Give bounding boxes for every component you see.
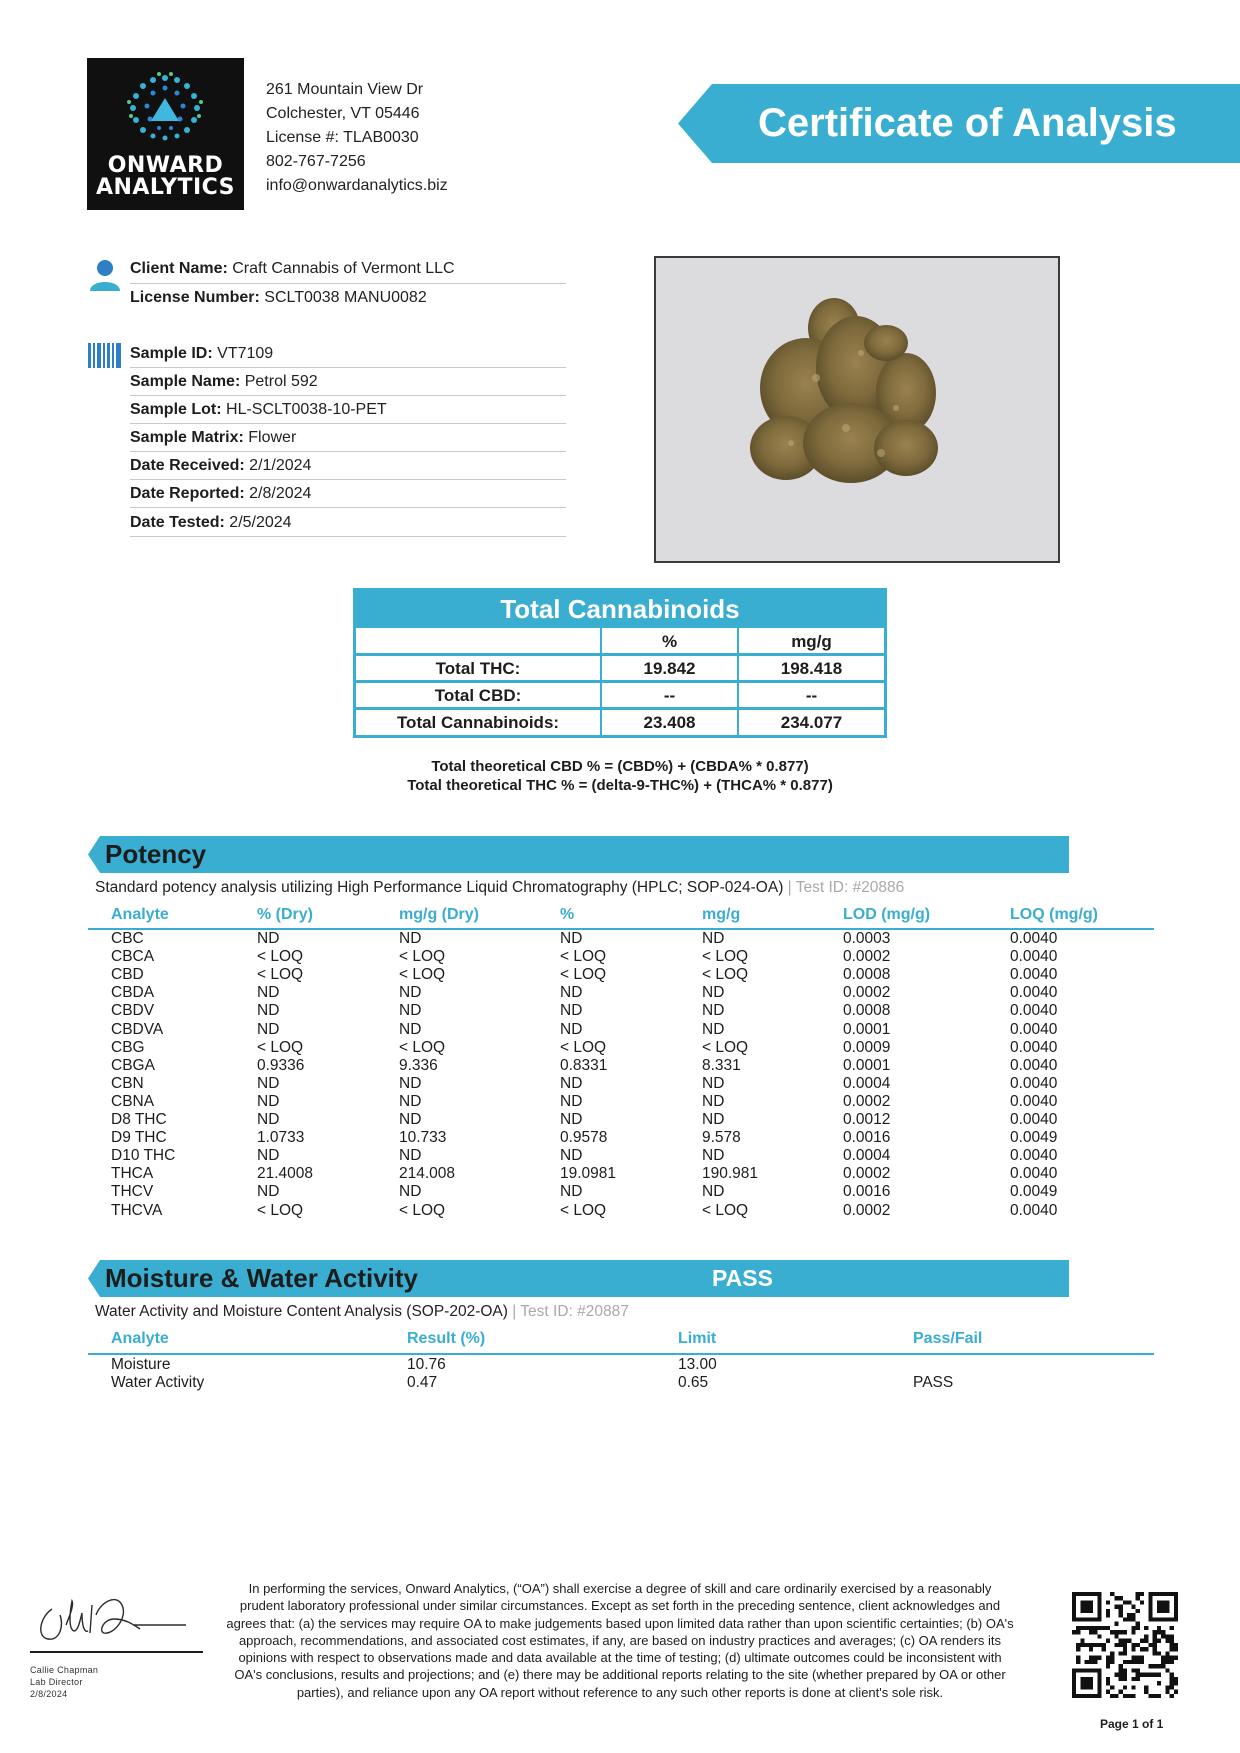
moisture-subtitle: [95, 1303, 629, 1321]
header-rule: [88, 928, 1154, 930]
sample-lot-label: Sample Lot:: [130, 401, 222, 418]
potency-cell: ND: [702, 1074, 725, 1092]
divider: [130, 507, 566, 508]
potency-cell: ND: [560, 1111, 583, 1128]
potency-col-header: LOQ (mg/g): [1010, 906, 1098, 923]
page-number: Page 1 of 1: [1100, 1717, 1164, 1731]
potency-cell: < LOQ: [560, 1201, 607, 1219]
signer-name: Callie Chapman: [30, 1665, 99, 1675]
divider: [130, 395, 566, 396]
potency-cell: ND: [702, 984, 725, 1002]
potency-cell: 0.0008: [843, 966, 891, 984]
potency-cell: ND: [399, 1092, 422, 1110]
potency-cell: ND: [399, 1020, 422, 1038]
total-cbd-pct: --: [663, 686, 676, 705]
total-cannabinoids-mg: 234.077: [780, 713, 843, 732]
analyte-name: CBD: [111, 966, 144, 984]
potency-col-header: mg/g (Dry): [399, 906, 479, 923]
potency-cell: < LOQ: [257, 948, 304, 966]
potency-banner: [88, 836, 1069, 873]
formula-cbd: Total theoretical CBD % = (CBD%) + (CBDA% * 0.877): [431, 758, 809, 775]
potency-cell: ND: [399, 1111, 422, 1128]
sample-name-label: Sample Name:: [130, 373, 241, 390]
potency-cell: 0.0012: [843, 1111, 891, 1128]
potency-title: Potency: [105, 839, 207, 869]
potency-cell: 0.0040: [1010, 1092, 1058, 1110]
divider: [130, 423, 566, 424]
moisture-col-header: Pass/Fail: [913, 1330, 983, 1347]
potency-cell: ND: [399, 930, 422, 947]
moisture-cell: 0.65: [678, 1374, 709, 1391]
signature-image: [30, 1585, 190, 1647]
total-cannabinoids-label: Total Cannabinoids:: [396, 713, 560, 732]
analyte-name: CBDVA: [111, 1020, 164, 1038]
potency-cell: ND: [702, 930, 725, 947]
potency-cell: ND: [257, 1074, 280, 1092]
potency-cell: ND: [702, 1020, 725, 1038]
total-thc-mg: 198.418: [780, 659, 843, 678]
potency-cell: ND: [560, 984, 583, 1002]
logo-mark-icon: [87, 58, 244, 158]
signature-line: [30, 1651, 203, 1653]
total-thc-pct: 19.842: [643, 659, 696, 678]
title-banner: [678, 84, 1240, 163]
client-license-value: SCLT0038 MANU0082: [264, 289, 427, 306]
potency-cell: < LOQ: [399, 1038, 446, 1056]
potency-cell: ND: [560, 1092, 583, 1110]
analyte-name: CBC: [111, 930, 144, 947]
analyte-name: D9 THC: [111, 1129, 167, 1147]
potency-cell: 0.0002: [843, 984, 891, 1002]
potency-cell: 0.0001: [843, 1020, 891, 1038]
potency-cell: 8.331: [702, 1056, 741, 1074]
total-cannabinoids-table: [353, 588, 887, 738]
analyte-name: CBDV: [111, 1002, 155, 1020]
potency-cell: 190.981: [702, 1165, 759, 1183]
divider: [356, 653, 884, 656]
potency-cell: ND: [399, 984, 422, 1002]
potency-cell: 9.578: [702, 1129, 741, 1147]
legal-disclaimer: In performing the services, Onward Analytics, (“OA”) shall exercise a degree of skill and care ordinarily exercised by a reasonably prudent laboratory professional under similar circumstances. Except as set forth in the preceding sentence, client acknowledges and agrees that: (a) the services may require OA to make judgements based upon limited data rather than upon scientific certainties; (b) OA's approach, recommendations, and associated cost estimates, if any, are based on industry practices and averages; (c) OA renders its opinions with respect to observations made and data available at the time of testing; (d) ultimate outcomes could be inconsistent with OA's conclusions, results and projections; and (e) there may be additional reports relating to the site (whether prepared by OA or other parties), and reliance upon any OA report without reference to any such other reports is done at client's sole risk.: [226, 1581, 1014, 1700]
client-name-row: [130, 259, 566, 279]
potency-cell: ND: [702, 1002, 725, 1020]
analyte-name: CBG: [111, 1038, 145, 1056]
col-header-mg: mg/g: [791, 632, 832, 651]
client-license-label: License Number:: [130, 289, 260, 306]
potency-cell: 0.0003: [843, 930, 891, 947]
sample-lot-row: [130, 400, 566, 420]
potency-cell: 0.0016: [843, 1183, 891, 1201]
divider: [130, 283, 566, 284]
total-cbd-label: Total CBD:: [434, 686, 522, 705]
moisture-cell: 13.00: [678, 1356, 717, 1373]
analyte-name: D10 THC: [111, 1147, 176, 1165]
analyte-name: THCA: [111, 1165, 154, 1183]
moisture-test-id: | Test ID: #20887: [507, 1303, 629, 1320]
analyte-name: Moisture: [111, 1356, 171, 1373]
date-received-value: 2/1/2024: [249, 457, 312, 474]
potency-cell: 0.9336: [257, 1056, 305, 1074]
potency-test-id: | Test ID: #20886: [783, 879, 905, 896]
client-person-icon: [88, 258, 122, 292]
divider: [130, 536, 566, 537]
potency-cell: 0.0002: [843, 1165, 891, 1183]
potency-cell: 0.0004: [843, 1074, 891, 1092]
divider: [130, 479, 566, 480]
sample-name-value: Petrol 592: [244, 373, 318, 390]
date-reported-value: 2/8/2024: [249, 485, 312, 502]
potency-cell: ND: [257, 930, 280, 947]
potency-cell: < LOQ: [257, 1038, 304, 1056]
potency-cell: 0.0009: [843, 1038, 891, 1056]
divider: [356, 680, 884, 683]
potency-cell: ND: [257, 1002, 280, 1020]
date-reported-label: Date Reported:: [130, 485, 245, 502]
potency-cell: 0.0016: [843, 1129, 891, 1147]
sample-id-row: [130, 344, 566, 364]
potency-cell: 0.0040: [1010, 1201, 1058, 1219]
sample-id-value: VT7109: [217, 345, 274, 362]
moisture-col-header: Analyte: [111, 1330, 169, 1347]
potency-cell: ND: [702, 1092, 725, 1110]
potency-col-header: % (Dry): [257, 906, 314, 923]
potency-cell: 21.4008: [257, 1165, 314, 1183]
moisture-method: Water Activity and Moisture Content Analysis (SOP-202-OA): [95, 1303, 508, 1320]
analyte-name: CBNA: [111, 1092, 155, 1110]
total-cbd-mg: --: [805, 686, 818, 705]
cannabis-flower-image: [656, 258, 1058, 561]
potency-cell: 0.0040: [1010, 1147, 1058, 1165]
potency-cell: 0.0002: [843, 1201, 891, 1219]
qr-code-icon[interactable]: [1072, 1592, 1178, 1698]
signer-title: Lab Director: [30, 1677, 83, 1687]
potency-cell: ND: [399, 1147, 422, 1165]
potency-cell: 0.0002: [843, 948, 891, 966]
barcode-icon: [88, 343, 122, 368]
logo-wordmark-line2: ANALYTICS: [95, 175, 236, 200]
divider: [356, 707, 884, 710]
potency-cell: 0.0004: [843, 1147, 891, 1165]
potency-cell: 0.0040: [1010, 930, 1058, 947]
sample-photo: [654, 256, 1060, 563]
date-reported-row: [130, 484, 566, 504]
potency-cell: 0.0040: [1010, 966, 1058, 984]
potency-cell: 0.0001: [843, 1056, 891, 1074]
potency-cell: 0.0040: [1010, 984, 1058, 1002]
potency-cell: 0.0040: [1010, 1020, 1058, 1038]
potency-method: Standard potency analysis utilizing High Performance Liquid Chromatography (HPLC; SOP-024-OA): [95, 879, 784, 896]
date-tested-label: Date Tested:: [130, 514, 225, 531]
potency-cell: ND: [560, 1183, 583, 1201]
lab-email[interactable]: info@onwardanalytics.biz: [266, 177, 448, 194]
divider: [130, 367, 566, 368]
sample-lot-value: HL-SCLT0038-10-PET: [226, 401, 387, 418]
potency-cell: ND: [257, 1092, 280, 1110]
potency-cell: < LOQ: [560, 948, 607, 966]
potency-cell: ND: [257, 1111, 280, 1128]
total-cannabinoids-title: Total Cannabinoids: [356, 591, 884, 628]
potency-cell: < LOQ: [702, 966, 749, 984]
potency-cell: < LOQ: [399, 1201, 446, 1219]
potency-cell: < LOQ: [257, 1201, 304, 1219]
potency-cell: < LOQ: [399, 966, 446, 984]
sample-id-label: Sample ID:: [130, 345, 213, 362]
potency-cell: 0.0040: [1010, 1038, 1058, 1056]
potency-cell: < LOQ: [702, 1038, 749, 1056]
potency-col-header: mg/g: [702, 906, 741, 923]
potency-cell: ND: [702, 1111, 725, 1128]
potency-cell: ND: [399, 1183, 422, 1201]
divider: [130, 451, 566, 452]
potency-cell: ND: [399, 1074, 422, 1092]
moisture-cell: PASS: [913, 1374, 954, 1391]
potency-cell: 0.0008: [843, 1002, 891, 1020]
potency-cell: 0.0040: [1010, 1165, 1058, 1183]
sample-matrix-row: [130, 428, 566, 448]
date-received-label: Date Received:: [130, 457, 245, 474]
potency-subtitle: [95, 879, 904, 897]
analyte-name: THCV: [111, 1183, 154, 1201]
potency-cell: 0.0049: [1010, 1129, 1058, 1147]
potency-cell: ND: [702, 1147, 725, 1165]
potency-cell: < LOQ: [399, 948, 446, 966]
analyte-name: CBCA: [111, 948, 155, 966]
potency-cell: ND: [257, 1183, 280, 1201]
potency-cell: 1.0733: [257, 1129, 305, 1147]
potency-cell: 0.9578: [560, 1129, 608, 1147]
potency-cell: < LOQ: [702, 1201, 749, 1219]
potency-cell: ND: [702, 1183, 725, 1201]
moisture-title: Moisture & Water Activity: [105, 1263, 419, 1293]
potency-cell: ND: [560, 930, 583, 947]
moisture-col-header: Result (%): [407, 1330, 486, 1347]
moisture-status-badge: PASS: [712, 1265, 773, 1291]
date-tested-row: [130, 513, 566, 533]
potency-col-header: %: [560, 906, 575, 923]
sample-matrix-value: Flower: [248, 429, 297, 446]
potency-col-header: Analyte: [111, 906, 169, 923]
potency-cell: ND: [560, 1147, 583, 1165]
total-thc-label: Total THC:: [435, 659, 521, 678]
date-received-row: [130, 456, 566, 476]
total-cannabinoids-pct: 23.408: [643, 713, 696, 732]
potency-cell: 10.733: [399, 1129, 447, 1147]
signed-date: 2/8/2024: [30, 1689, 68, 1699]
sample-matrix-label: Sample Matrix:: [130, 429, 244, 446]
potency-cell: 214.008: [399, 1165, 456, 1183]
formula-thc: Total theoretical THC % = (delta-9-THC%) + (THCA% * 0.877): [407, 777, 833, 794]
analyte-name: Water Activity: [111, 1374, 205, 1391]
header-rule: [88, 1353, 1154, 1355]
potency-cell: ND: [257, 984, 280, 1002]
page-title: Certificate of Analysis: [758, 101, 1177, 145]
analyte-name: CBN: [111, 1074, 144, 1092]
analyte-name: CBGA: [111, 1056, 155, 1074]
banner-shape: [88, 836, 1069, 873]
potency-cell: ND: [257, 1147, 280, 1165]
lab-logo: [87, 58, 244, 210]
potency-cell: ND: [257, 1020, 280, 1038]
potency-col-header: LOD (mg/g): [843, 906, 931, 923]
potency-cell: 19.0981: [560, 1165, 617, 1183]
moisture-cell: 10.76: [407, 1356, 446, 1373]
analyte-name: CBDA: [111, 984, 155, 1002]
potency-cell: 9.336: [399, 1056, 438, 1074]
potency-cell: < LOQ: [560, 966, 607, 984]
potency-cell: < LOQ: [560, 1038, 607, 1056]
potency-cell: 0.0040: [1010, 1056, 1058, 1074]
potency-cell: < LOQ: [257, 966, 304, 984]
analyte-name: D8 THC: [111, 1111, 167, 1128]
potency-cell: ND: [560, 1074, 583, 1092]
potency-cell: 0.0040: [1010, 1074, 1058, 1092]
lab-phone: 802-767-7256: [266, 153, 366, 170]
client-name-value: Craft Cannabis of Vermont LLC: [232, 260, 455, 277]
potency-cell: 0.0040: [1010, 1002, 1058, 1020]
potency-cell: 0.8331: [560, 1056, 608, 1074]
potency-cell: ND: [560, 1020, 583, 1038]
potency-cell: 0.0040: [1010, 1111, 1058, 1128]
lab-license: License #: TLAB0030: [266, 129, 419, 146]
potency-cell: 0.0002: [843, 1092, 891, 1110]
date-tested-value: 2/5/2024: [229, 514, 292, 531]
analyte-name: THCVA: [111, 1201, 163, 1219]
moisture-col-header: Limit: [678, 1330, 717, 1347]
col-header-pct: %: [661, 632, 678, 651]
potency-cell: ND: [560, 1002, 583, 1020]
potency-cell: 0.0049: [1010, 1183, 1058, 1201]
moisture-cell: 0.47: [407, 1374, 438, 1391]
client-name-label: Client Name:: [130, 260, 228, 277]
logo-wordmark-line1: ONWARD: [107, 153, 224, 178]
potency-cell: ND: [399, 1002, 422, 1020]
lab-address-block: [266, 78, 448, 198]
potency-cell: < LOQ: [702, 948, 749, 966]
client-license-row: [130, 288, 566, 308]
address-line-2: Colchester, VT 05446: [266, 105, 420, 122]
moisture-banner: [88, 1260, 1069, 1297]
address-line-1: 261 Mountain View Dr: [266, 81, 424, 98]
potency-cell: 0.0040: [1010, 948, 1058, 966]
sample-name-row: [130, 372, 566, 392]
